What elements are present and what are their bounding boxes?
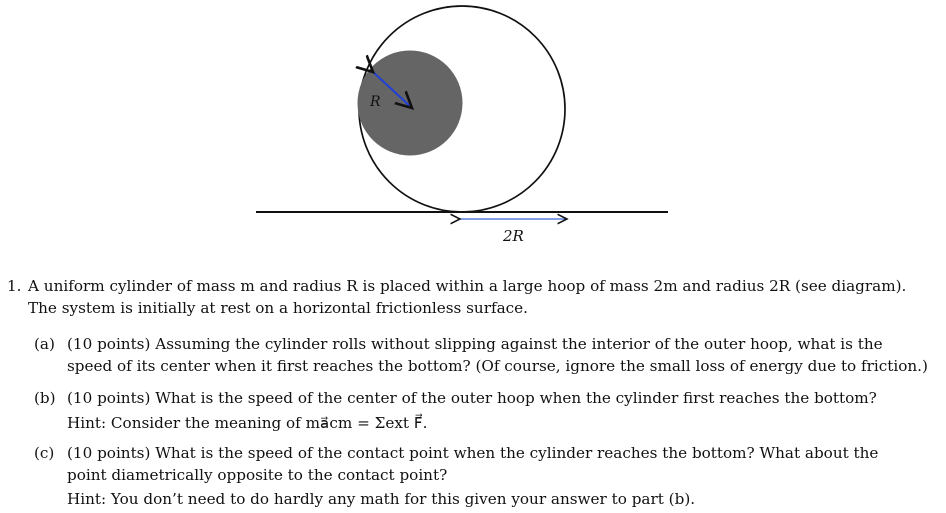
outer-radius-label: 2R — [503, 227, 524, 245]
part-b-hint: Hint: Consider the meaning of ma⃗cm = Σext F⃗. — [67, 414, 428, 432]
problem-stem-line-2: The system is initially at rest on a horizontal frictionless surface. — [28, 299, 528, 317]
part-b-line-1: (10 points) What is the speed of the center of the outer hoop when the cylinder first reaches the bottom? — [67, 389, 877, 407]
inner-radius-label: R — [370, 94, 381, 110]
part-c-hint: Hint: You don’t need to do hardly any math for this given your answer to part (b). — [67, 490, 696, 508]
part-a-line-2: speed of its center when it first reaches the bottom? (Of course, ignore the small loss of energy due to friction.) — [67, 357, 928, 375]
part-c-label: (c) — [34, 444, 55, 462]
problem-stem-line-1: A uniform cylinder of mass m and radius R is placed within a large hoop of mass 2m and radius 2R (see diagram). — [28, 277, 907, 295]
part-c-line-1: (10 points) What is the speed of the contact point when the cylinder reaches the bottom? What about the — [67, 444, 879, 462]
problem-number: 1. — [7, 277, 22, 295]
part-a-label: (a) — [34, 335, 55, 353]
part-c-line-2: point diametrically opposite to the contact point? — [67, 466, 448, 484]
part-b-label: (b) — [34, 389, 56, 407]
part-a-line-1: (10 points) Assuming the cylinder rolls without slipping against the interior of the outer hoop, what is the — [67, 335, 883, 353]
